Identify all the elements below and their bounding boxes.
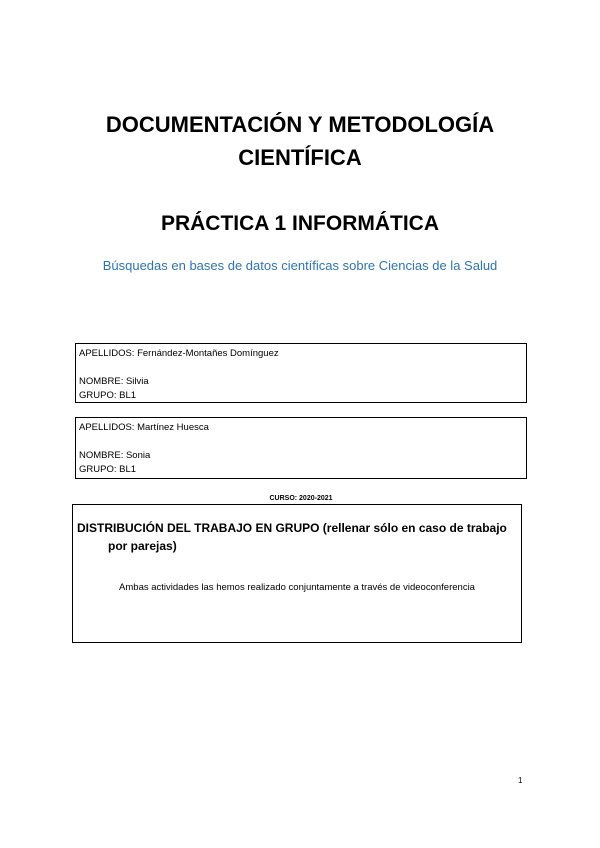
document-title-line-1: DOCUMENTACIÓN Y METODOLOGÍA <box>105 112 495 137</box>
work-distribution-box <box>72 504 522 643</box>
student-info-box-2 <box>75 417 527 479</box>
document-subtitle: PRÁCTICA 1 INFORMÁTICA <box>160 212 440 235</box>
student-group: GRUPO: BL1 <box>79 464 137 475</box>
page-number: 1 <box>518 776 523 785</box>
work-distribution-title-line-1: DISTRIBUCIÓN DEL TRABAJO EN GRUPO (rellenar sólo en caso de trabajo <box>77 521 507 535</box>
spacer <box>79 435 523 449</box>
course-year: CURSO: 2020-2021 <box>269 495 333 502</box>
document-title <box>60 108 540 174</box>
document-title-line-2: CIENTÍFICA <box>238 145 362 170</box>
document-topic: Búsquedas en bases de datos científicas sobre Ciencias de la Salud <box>102 258 498 273</box>
spacer <box>79 361 523 375</box>
work-distribution-title-line-2: por parejas) <box>108 539 177 553</box>
student-surnames: APELLIDOS: Fernández-Montañes Domínguez <box>79 348 279 359</box>
student-name: NOMBRE: Sonia <box>79 450 151 461</box>
work-distribution-text: Ambas actividades las hemos realizado conjuntamente a través de videoconferencia <box>119 582 475 593</box>
student-surnames: APELLIDOS: Martínez Huesca <box>79 422 209 433</box>
student-info-box-1 <box>75 343 527 403</box>
student-name: NOMBRE: Silvia <box>79 376 149 387</box>
student-group: GRUPO: BL1 <box>79 390 137 401</box>
work-distribution-title <box>77 519 517 555</box>
